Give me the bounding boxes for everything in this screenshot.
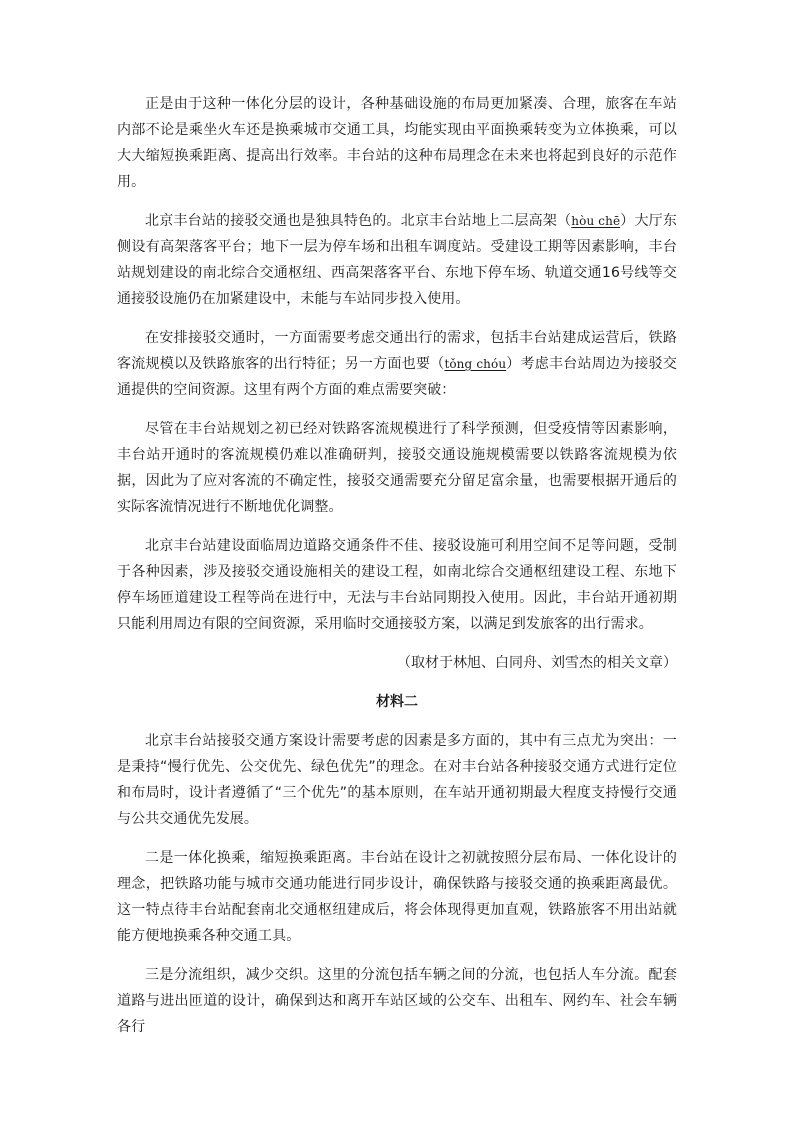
paragraph-6: 北京丰台站接驳交通方案设计需要考虑的因素是多方面的，其中有三点尤为突出：一是秉持“慢行优先、公交优先、绿色优先”的理念。在对丰台站各种接驳交通方式进行定位和布局时，设计者遵循了“三个优先”的基本原则，在车站开通初期最大程度支持慢行交通与公共交通优先发展。: [117, 733, 677, 827]
paragraph-2-text-b: ）大厅东侧设有高架落客平台；地下一层为停车场和出租车调度站。受建设工期等因素影响，丰台站规划建设的南北综合交通枢纽、西高架落客平台、东地下停车场、轨道交通16号线等交通接驳设施仍在加紧建设中，未能与车站同步投入使用。: [117, 213, 677, 307]
paragraph-4: 尽管在丰台站规划之初已经对铁路客流规模进行了科学预测，但受疫情等因素影响，丰台站开通时的客流规模仍难以准确研判，接驳交通设施规模需要以铁路客流规模为依据，因此为了应对客流的不确定性，接驳交通需要充分留足富余量，也需要根据开通后的实际客流情况进行不断地优化调整。: [117, 421, 677, 515]
section-heading: 材料二: [376, 694, 418, 710]
paragraph-1: 正是由于这种一体化分层的设计，各种基础设施的布局更加紧凑、合理，旅客在车站内部不论是乘坐火车还是换乘城市交通工具，均能实现由平面换乘转变为立体换乘，可以大大缩短换乘距离、提高出行效率。丰台站的这种布局理念在未来也将起到良好的示范作用。: [117, 96, 677, 190]
source-citation: （取材于林旭、白同舟、刘雪杰的相关文章）: [397, 655, 677, 671]
paragraph-2-text-a: 北京丰台站的接驳交通也是独具特色的。北京丰台站地上二层高架（: [145, 213, 572, 229]
pinyin-blank-1: hòu chē: [571, 214, 621, 228]
paragraph-8: 三是分流组织，减少交织。这里的分流包括车辆之间的分流，也包括人车分流。配套道路与进出匝道的设计，确保到达和离开车站区域的公交车、出租车、网约车、社会车辆各行: [117, 967, 677, 1035]
paragraph-2: [117, 208, 677, 312]
paragraph-3: [117, 325, 677, 403]
paragraph-7: 二是一体化换乘，缩短换乘距离。丰台站在设计之初就按照分层布局、一体化设计的理念，把铁路功能与城市交通功能进行同步设计，确保铁路与接驳交通的换乘距离最优。这一特点待丰台站配套南北交通枢纽建成后，将会体现得更加直观，铁路旅客不用出站就能方便地换乘各种交通工具。: [117, 850, 677, 944]
paragraph-3-text-a: 在安排接驳交通时，一方面需要考虑交通出行的需求，包括丰台站建成运营后，铁路客流规模以及铁路旅客的出行特征；另一方面也要（: [117, 330, 677, 372]
pinyin-blank-2: tǒng chóu: [444, 357, 507, 371]
document-page: [117, 91, 677, 1040]
paragraph-5: 北京丰台站建设面临周边道路交通条件不佳、接驳设施可利用空间不足等问题，受制于各种因素，涉及接驳交通设施相关的建设工程，如南北综合交通枢纽建设工程、东地下停车场匝道建设工程等尚在进行中，无法与丰台站同期投入使用。因此，丰台站开通初期只能利用周边有限的空间资源，采用临时交通接驳方案，以满足到发旅客的出行需求。: [117, 538, 677, 632]
paragraph-3-text-b: ）考虑丰台站周边为接驳交通提供的空间资源。这里有两个方面的难点需要突破：: [117, 356, 677, 398]
